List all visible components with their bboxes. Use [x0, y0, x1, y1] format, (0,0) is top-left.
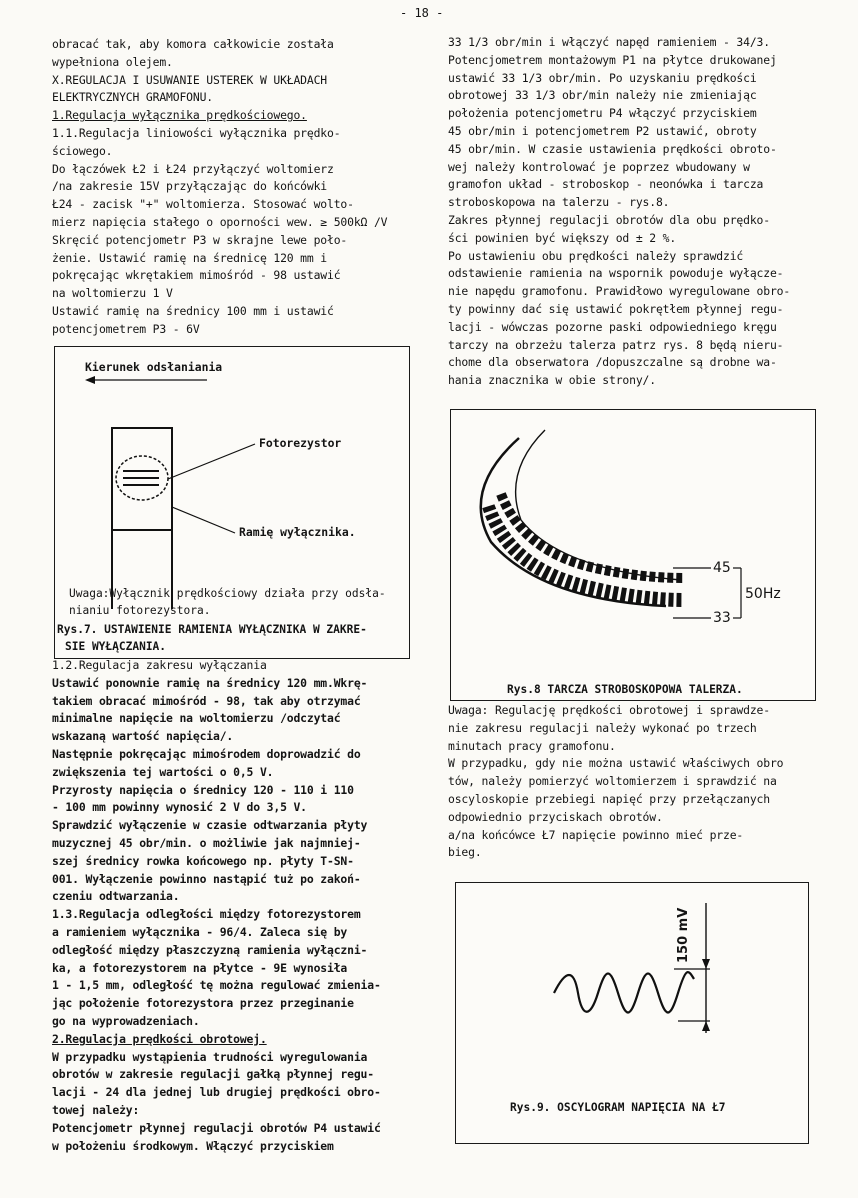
text-line: Ł24 - zacisk "+" woltomierza. Stosować wolto-	[52, 197, 354, 212]
text-line: Zakres płynnej regulacji obrotów dla obu prędko-	[448, 212, 770, 227]
text-line: Potencjometr płynnej regulacji obrotów P4 ustawić	[52, 1120, 381, 1135]
left-column-upper	[52, 36, 420, 339]
text-line: gramofon układ - stroboskop - neonówka i tarcza	[448, 177, 764, 192]
text-line: wskazaną wartość napięcia/.	[52, 729, 234, 744]
text-line: tarczy na obrzeżu talerza patrz rys. 8 będą nieru-	[448, 337, 784, 352]
figure-7-note-1: Uwaga:Wyłącznik prędkościowy działa przy odsła-	[69, 587, 386, 600]
text-line: położenia potencjometru P4 włączyć przyciskiem	[448, 106, 757, 121]
text-line: /na zakresie 15V przyłączając do końcówki	[52, 179, 328, 194]
text-line: obrotowej 33 1/3 obr/min należy nie zmieniając	[448, 88, 757, 103]
text-line: obracać tak, aby komora całkowicie została	[52, 37, 334, 51]
text-line: X.REGULACJA I USUWANIE USTEREK W UKŁADACH	[52, 72, 328, 87]
text-line: Ustawić ponownie ramię na średnicy 120 mm.Wkrę-	[52, 675, 368, 690]
text-line: chome dla obserwatora /dopuszczalne są drobne wa-	[448, 355, 777, 370]
figure-8	[450, 409, 816, 701]
figure-8-drawing	[451, 410, 815, 700]
text-line: ty powinny dać się ustawić pokrętłem płynnej regu-	[448, 301, 784, 316]
text-line: lacji - wówczas pozorne paski odpowiedniego kręgu	[448, 319, 777, 334]
text-line: pokręcając wkrętakiem mimośród - 98 ustawić	[52, 268, 341, 283]
text-line: tów, należy pomierzyć woltomierzem i sprawdzić na	[448, 774, 777, 789]
text-line: nie napędu gramofonu. Prawidłowo wyregulowane obro-	[448, 284, 791, 299]
text-line: jąc położenie fotorezystora przez przeginanie	[52, 996, 354, 1011]
text-line: Sprawdzić wyłączenie w czasie odtwarzania płyty	[52, 818, 368, 833]
text-line: wej należy kontrolować je poprzez wbudowany w	[448, 159, 750, 174]
text-line: żenie. Ustawić ramię na średnicę 120 mm i	[52, 250, 328, 265]
text-line: hania znacznika w obie strony/.	[448, 373, 656, 388]
text-line: w położeniu środkowym. Włączyć przyciskiem	[52, 1138, 334, 1153]
label-33: 33	[713, 610, 731, 626]
arm-pointer	[172, 507, 235, 533]
text-line: - 100 mm powinny wynosić 2 V do 3,5 V.	[52, 800, 307, 815]
figure-7-note-2: nianiu fotorezystora.	[69, 604, 211, 617]
text-line: Skręcić potencjometr P3 w skrajne lewe poło-	[52, 232, 348, 247]
text-line: 45 obr/min i potencjometrem P2 ustawić, obroty	[448, 123, 757, 138]
text-line: go na wyprowadzeniach.	[52, 1013, 200, 1028]
text-line: 1.3.Regulacja odległości między fotorezystorem	[52, 907, 361, 922]
text-line: muzycznej 45 obr/min. o możliwie jak najmniej-	[52, 835, 361, 850]
figure-9-caption: Rys.9. OSCYLOGRAM NAPIĘCIA NA Ł7	[510, 1101, 726, 1114]
text-line: Przyrosty napięcia o średnicy 120 - 110 i 110	[52, 782, 354, 797]
text-line: Do łączówek Ł2 i Ł24 przyłączyć woltomierz	[52, 161, 334, 176]
text-line: 1.2.Regulacja zakresu wyłączania	[52, 658, 267, 672]
text-line: 1.Regulacja wyłącznika prędkościowego.	[52, 108, 307, 123]
arrow-top	[702, 959, 710, 969]
text-line: odległość między płaszczyzną ramienia wyłączni-	[52, 942, 368, 957]
text-line: szej średnicy rowka końcowego np. płyty T-SN-	[52, 853, 354, 868]
left-column-lower	[52, 657, 420, 1155]
text-line: Następnie pokręcając mimośrodem doprowadzić do	[52, 746, 361, 761]
page-number: - 18 -	[400, 6, 444, 20]
text-line: potencjometrem P3 - 6V	[52, 321, 200, 336]
right-column-upper	[448, 34, 820, 390]
text-line: bieg.	[448, 845, 482, 860]
right-column-lower	[448, 702, 820, 862]
text-line: ści powinien być większy od ± 2 %.	[448, 230, 677, 245]
figure-7	[54, 346, 410, 659]
arrow-bottom	[702, 1021, 710, 1031]
text-line: lacji - 24 dla jednej lub drugiej prędkości obro-	[52, 1085, 381, 1100]
text-line: 1.1.Regulacja liniowości wyłącznika prędko-	[52, 125, 341, 140]
text-line: 1 - 1,5 mm, odległość tę można regulować zmienia-	[52, 978, 381, 993]
text-line: zwiększenia tej wartości o 0,5 V.	[52, 764, 274, 779]
figure-9	[455, 882, 809, 1144]
text-line: a/na końcówce Ł7 napięcie powinno mieć prze-	[448, 827, 744, 842]
text-line: ustawić 33 1/3 obr/min. Po uzyskaniu prędkości	[448, 70, 757, 85]
photoresistor-pointer	[168, 444, 255, 479]
text-line: 45 obr/min. W czasie ustawienia prędkości obroto-	[448, 141, 777, 156]
text-line: Po ustawieniu obu prędkości należy sprawdzić	[448, 248, 744, 263]
label-45: 45	[713, 560, 731, 576]
direction-label: Kierunek odsłaniania	[85, 360, 223, 374]
text-line: 001. Wyłączenie powinno nastąpić tuż po zakoń-	[52, 871, 361, 886]
arm-label: Ramię wyłącznika.	[239, 525, 356, 539]
text-line: 2.Regulacja prędkości obrotowej.	[52, 1031, 267, 1046]
text-line: a ramieniem wyłącznika - 96/4. Zaleca się by	[52, 924, 348, 939]
text-line: odstawienie ramienia na wspornik powoduje wyłącze-	[448, 266, 784, 281]
strobe-ring-45	[501, 494, 683, 578]
text-line: 33 1/3 obr/min i włączyć napęd ramieniem - 34/3.	[448, 35, 770, 49]
waveform	[554, 972, 694, 1012]
text-line: odpowiednio przyciskach obrotów.	[448, 809, 663, 824]
text-line: ELEKTRYCZNYCH GRAMOFONU.	[52, 90, 213, 105]
text-line: stroboskopowa na talerzu - rys.8.	[448, 195, 670, 210]
text-line: oscyloskopie przebiegi napięć przy przełączanych	[448, 791, 770, 806]
text-line: takiem obracać mimośród - 98, tak aby otrzymać	[52, 693, 361, 708]
text-line: ściowego.	[52, 143, 113, 158]
text-line: minimalne napięcie na woltomierzu /odczytać	[52, 711, 341, 726]
text-line: towej należy:	[52, 1102, 140, 1117]
text-line: minutach pracy gramofonu.	[448, 738, 616, 753]
figure-8-caption: Rys.8 TARCZA STROBOSKOPOWA TALERZA.	[507, 683, 743, 696]
figure-7-caption-1: Rys.7. USTAWIENIE RAMIENIA WYŁĄCZNIKA W ZAKRE-	[57, 623, 367, 636]
text-line: ka, a fotorezystorem na płytce - 9E wynosiła	[52, 960, 348, 975]
text-line: czeniu odtwarzania.	[52, 889, 180, 904]
text-line: Uwaga: Regulację prędkości obrotowej i sprawdze-	[448, 703, 770, 717]
direction-arrow-head	[85, 376, 95, 384]
text-line: na woltomierzu 1 V	[52, 286, 173, 301]
amplitude-label: 150 mV	[676, 907, 691, 963]
figure-7-caption-2: SIE WYŁĄCZANIA.	[65, 640, 167, 653]
photoresistor-pattern	[123, 471, 159, 485]
text-line: obrotów w zakresie regulacji gałką płynnej regu-	[52, 1067, 374, 1082]
text-line: W przypadku, gdy nie można ustawić właściwych obro	[448, 756, 784, 771]
platter-edge-outer	[481, 438, 666, 606]
text-line: mierz napięcia stałego o oporności wew. ≥ 500kΩ /V	[52, 214, 388, 229]
photoresistor-label: Fotorezystor	[259, 436, 342, 450]
text-line: Ustawić ramię na średnicy 100 mm i ustawić	[52, 303, 334, 318]
text-line: Potencjometrem montażowym P1 na płytce drukowanej	[448, 52, 777, 67]
label-50hz: 50Hz	[745, 586, 781, 602]
text-line: W przypadku wystąpienia trudności wyregulowania	[52, 1049, 368, 1064]
text-line: wypełniona olejem.	[52, 54, 173, 69]
text-line: nie zakresu regulacji należy wykonać po trzech	[448, 720, 757, 735]
